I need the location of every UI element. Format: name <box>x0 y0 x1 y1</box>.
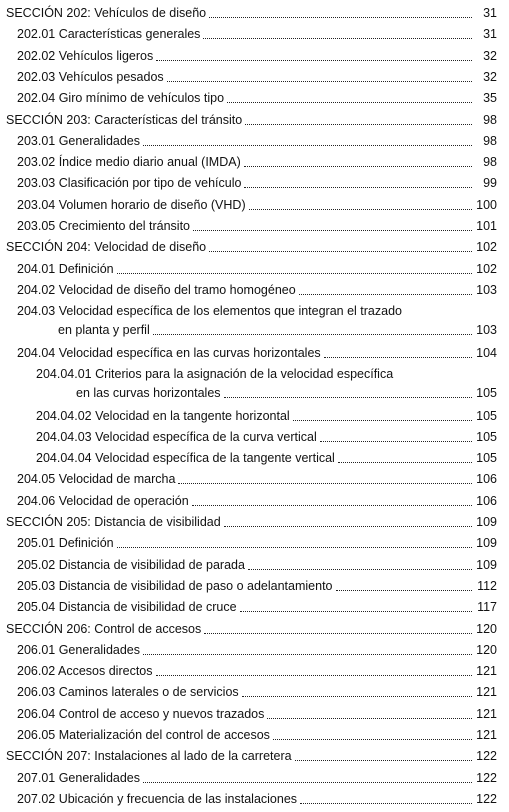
toc-page-number: 102 <box>476 261 497 276</box>
toc-entry-title: 204.01 Definición <box>17 261 114 276</box>
toc-section-entry <box>0 515 509 535</box>
toc-subsection-entry <box>0 643 509 663</box>
toc-entry-title: 207.02 Ubicación y frecuencia de las instalaciones <box>17 791 298 806</box>
toc-subsection-entry <box>0 792 509 812</box>
toc-subsection-entry <box>0 472 509 492</box>
toc-entry-line <box>17 283 497 298</box>
toc-subsection-entry <box>0 134 509 154</box>
toc-entry-title: SECCIÓN 207: Instalaciones al lado de la carretera <box>6 749 292 764</box>
toc-entry-line <box>6 515 497 530</box>
toc-entry-title: 205.04 Distancia de visibilidad de cruce <box>17 600 237 615</box>
toc-subsection-entry <box>0 176 509 196</box>
dot-leader <box>267 717 472 719</box>
toc-subsection-entry <box>0 771 509 791</box>
toc-entry-title: 203.03 Clasificación por tipo de vehículo <box>17 176 242 191</box>
toc-page-number: 99 <box>483 176 497 191</box>
dot-leader <box>153 333 472 335</box>
toc-entry-title: 202.01 Características generales <box>17 27 201 42</box>
dot-leader <box>244 186 472 188</box>
toc-page-number: 101 <box>476 219 497 233</box>
toc-subsection-entry <box>0 27 509 47</box>
dot-leader <box>209 250 472 252</box>
toc-subsection-entry <box>0 70 509 90</box>
toc-subsubsection-entry <box>0 451 509 471</box>
toc-subsection-entry <box>0 685 509 705</box>
toc-section-entry <box>0 113 509 133</box>
toc-page-number: 120 <box>476 642 497 657</box>
toc-entry-line <box>17 558 497 573</box>
dot-leader <box>248 568 472 570</box>
toc-page-number: 103 <box>476 282 497 297</box>
toc-page-number: 31 <box>483 27 497 42</box>
toc-entry-title: 203.02 Índice medio diario anual (IMDA) <box>17 155 241 170</box>
toc-subsection-entry <box>0 49 509 69</box>
dot-leader <box>117 546 472 548</box>
dot-leader <box>156 674 473 676</box>
toc-entry-line <box>17 792 497 807</box>
toc-entry-title: SECCIÓN 206: Control de accesos <box>6 621 202 636</box>
toc-subsection-entry <box>0 536 509 556</box>
dot-leader <box>249 208 472 210</box>
toc-entry-line <box>17 494 497 509</box>
toc-subsection-entry <box>0 155 509 175</box>
dot-leader <box>156 59 472 61</box>
toc-entry-line <box>17 346 497 361</box>
toc-entry-title: 202.04 Giro mínimo de vehículos tipo <box>17 91 225 106</box>
dot-leader <box>320 440 472 442</box>
toc-entry-line <box>17 49 497 64</box>
toc-subsection-entry <box>0 198 509 218</box>
toc-subsection-entry <box>0 579 509 599</box>
toc-entry-line <box>17 198 497 213</box>
toc-entry-line <box>36 409 497 424</box>
toc-entry-title: 204.04.03 Velocidad específica de la curva vertical <box>36 429 317 444</box>
toc-subsection-entry <box>0 600 509 620</box>
toc-page-number: 121 <box>476 685 497 700</box>
toc-page-number: 122 <box>476 770 497 785</box>
toc-page-number: 32 <box>483 48 497 63</box>
toc-page-number: 31 <box>483 6 497 20</box>
dot-leader <box>143 653 472 655</box>
dot-leader <box>295 759 472 761</box>
toc-page-number: 98 <box>483 112 497 127</box>
toc-entry-title: SECCIÓN 204: Velocidad de diseño <box>6 240 207 255</box>
toc-subsection-entry <box>0 283 509 303</box>
toc-entry-line <box>17 176 497 191</box>
dot-leader <box>336 589 473 591</box>
toc-page-number: 106 <box>476 472 497 487</box>
toc-page-number: 98 <box>483 155 497 170</box>
dot-leader <box>245 123 472 125</box>
toc-subsection-entry <box>0 664 509 684</box>
toc-entry-title: en las curvas horizontales <box>76 386 221 400</box>
dot-leader <box>300 802 472 804</box>
dot-leader <box>224 396 472 398</box>
toc-entry-line <box>17 219 497 234</box>
toc-entry-line <box>17 579 497 594</box>
toc-entry-line <box>6 113 497 128</box>
toc-page-number: 109 <box>476 536 497 551</box>
toc-page-number: 100 <box>476 197 497 212</box>
toc-entry-title-line: 204.04.01 Criterios para la asignación de la velocidad específica <box>36 367 394 381</box>
dot-leader <box>204 632 472 634</box>
toc-entry-title: 206.05 Materialización del control de accesos <box>17 728 270 742</box>
toc-subsection-entry <box>0 494 509 514</box>
toc-entry-title: 205.01 Definición <box>17 536 114 551</box>
toc-entry-line <box>17 771 497 786</box>
toc-section-entry <box>0 240 509 260</box>
toc-entry-line <box>17 643 497 658</box>
dot-leader <box>299 293 472 295</box>
toc-entry-title: SECCIÓN 203: Características del tránsito <box>6 112 243 127</box>
toc-entry-line <box>17 134 497 149</box>
toc-entry-title: 203.01 Generalidades <box>17 133 141 148</box>
toc-entry-title: 202.03 Vehículos pesados <box>17 69 164 84</box>
toc-page-number: 32 <box>483 69 497 84</box>
toc-entry-line <box>17 91 497 106</box>
toc-entry-title: 203.05 Crecimiento del tránsito <box>17 219 191 233</box>
toc-entry-title: 202.02 Vehículos ligeros <box>17 48 154 63</box>
toc-page-number: 117 <box>477 600 497 615</box>
dot-leader <box>338 461 472 463</box>
toc-entry-line <box>17 728 497 743</box>
toc-entry-title: 207.01 Generalidades <box>17 770 141 785</box>
toc-page-number: 121 <box>476 728 497 742</box>
toc-entry-title: SECCIÓN 202: Vehículos de diseño <box>6 6 207 20</box>
toc-page-number: 104 <box>476 345 497 360</box>
toc-entry-line <box>76 386 497 401</box>
toc-page-number: 105 <box>476 408 497 423</box>
dot-leader <box>242 695 472 697</box>
dot-leader <box>193 229 472 231</box>
toc-entry-title: en planta y perfil <box>58 323 150 338</box>
toc-entry-line <box>36 430 497 445</box>
toc-page-number: 121 <box>476 706 497 721</box>
toc-entry-line <box>17 27 497 42</box>
dot-leader <box>293 419 472 421</box>
toc-subsubsection-entry <box>0 430 509 450</box>
toc-entry-line <box>17 600 497 615</box>
toc-page-number: 102 <box>476 240 497 255</box>
toc-section-entry <box>0 6 509 26</box>
dot-leader <box>224 525 472 527</box>
toc-entry-title-line: 204.03 Velocidad específica de los elementos que integran el trazado <box>17 304 402 319</box>
toc-page-number: 35 <box>483 91 497 106</box>
toc-page-number: 122 <box>476 791 497 806</box>
toc-page-number: 103 <box>476 323 497 338</box>
toc-entry-title: 204.04.02 Velocidad en la tangente horizontal <box>36 408 290 423</box>
toc-page-number: 112 <box>477 578 497 593</box>
toc-subsection-entry <box>0 219 509 239</box>
toc-entry-line <box>36 451 497 466</box>
toc-entry-title: 206.03 Caminos laterales o de servicios <box>17 685 239 700</box>
toc-entry-title: 206.04 Control de acceso y nuevos trazados <box>17 706 265 721</box>
toc-page-number: 105 <box>476 451 497 466</box>
dot-leader <box>167 80 472 82</box>
toc-entry-line <box>6 6 497 21</box>
toc-subsection-entry <box>0 304 509 342</box>
toc-page-number: 105 <box>476 386 497 400</box>
toc-entry-title: SECCIÓN 205: Distancia de visibilidad <box>6 515 221 529</box>
toc-entry-title: 204.04 Velocidad específica en las curvas horizontales <box>17 345 321 360</box>
dot-leader <box>143 144 472 146</box>
toc-page-number: 109 <box>476 515 497 529</box>
toc-subsection-entry <box>0 728 509 748</box>
dot-leader <box>209 16 472 18</box>
toc-page-number: 120 <box>476 621 497 636</box>
toc-entry-title: 205.02 Distancia de visibilidad de parada <box>17 557 245 572</box>
toc-subsection-entry <box>0 558 509 578</box>
dot-leader <box>192 504 472 506</box>
dot-leader <box>324 356 472 358</box>
toc-page-number: 106 <box>476 493 497 508</box>
dot-leader <box>240 610 472 612</box>
toc-entry-title: 203.04 Volumen horario de diseño (VHD) <box>17 197 246 212</box>
toc-entry-line <box>17 155 497 170</box>
toc-entry-line <box>6 749 497 764</box>
toc-entry-title: 206.02 Accesos directos <box>17 664 153 679</box>
dot-leader <box>178 482 472 484</box>
dot-leader <box>117 272 472 274</box>
toc-entry-title: 204.02 Velocidad de diseño del tramo homogéneo <box>17 282 296 297</box>
toc-entry-title: 206.01 Generalidades <box>17 642 141 657</box>
toc-page-number: 122 <box>476 749 497 764</box>
toc-entry-line <box>17 262 497 277</box>
toc-entry-line <box>17 664 497 679</box>
toc-page-number: 98 <box>483 133 497 148</box>
toc-entry-line <box>6 622 497 637</box>
toc-subsection-entry <box>0 346 509 366</box>
toc-entry-title: 204.06 Velocidad de operación <box>17 493 189 508</box>
toc-page-number: 109 <box>476 557 497 572</box>
toc-entry-line <box>17 707 497 722</box>
dot-leader <box>244 165 472 167</box>
toc-entry-title: 204.04.04 Velocidad específica de la tangente vertical <box>36 451 335 466</box>
toc-subsection-entry <box>0 91 509 111</box>
toc-subsection-entry <box>0 707 509 727</box>
toc-entry-line <box>58 323 497 338</box>
toc-entry-line <box>17 472 497 487</box>
toc-subsubsection-entry <box>0 367 509 405</box>
toc-subsection-entry <box>0 262 509 282</box>
toc-section-entry <box>0 749 509 769</box>
toc-section-entry <box>0 622 509 642</box>
toc-subsubsection-entry <box>0 409 509 429</box>
toc-entry-line <box>6 240 497 255</box>
toc-entry-title: 205.03 Distancia de visibilidad de paso o adelantamiento <box>17 578 333 593</box>
dot-leader <box>203 37 472 39</box>
dot-leader <box>273 738 472 740</box>
toc-entry-line <box>17 685 497 700</box>
dot-leader <box>227 101 472 103</box>
toc-page-number: 121 <box>476 664 497 679</box>
toc-entry-line <box>17 536 497 551</box>
toc-entry-title: 204.05 Velocidad de marcha <box>17 472 176 487</box>
dot-leader <box>143 781 472 783</box>
toc-entry-line <box>17 70 497 85</box>
toc-page-number: 105 <box>476 429 497 444</box>
